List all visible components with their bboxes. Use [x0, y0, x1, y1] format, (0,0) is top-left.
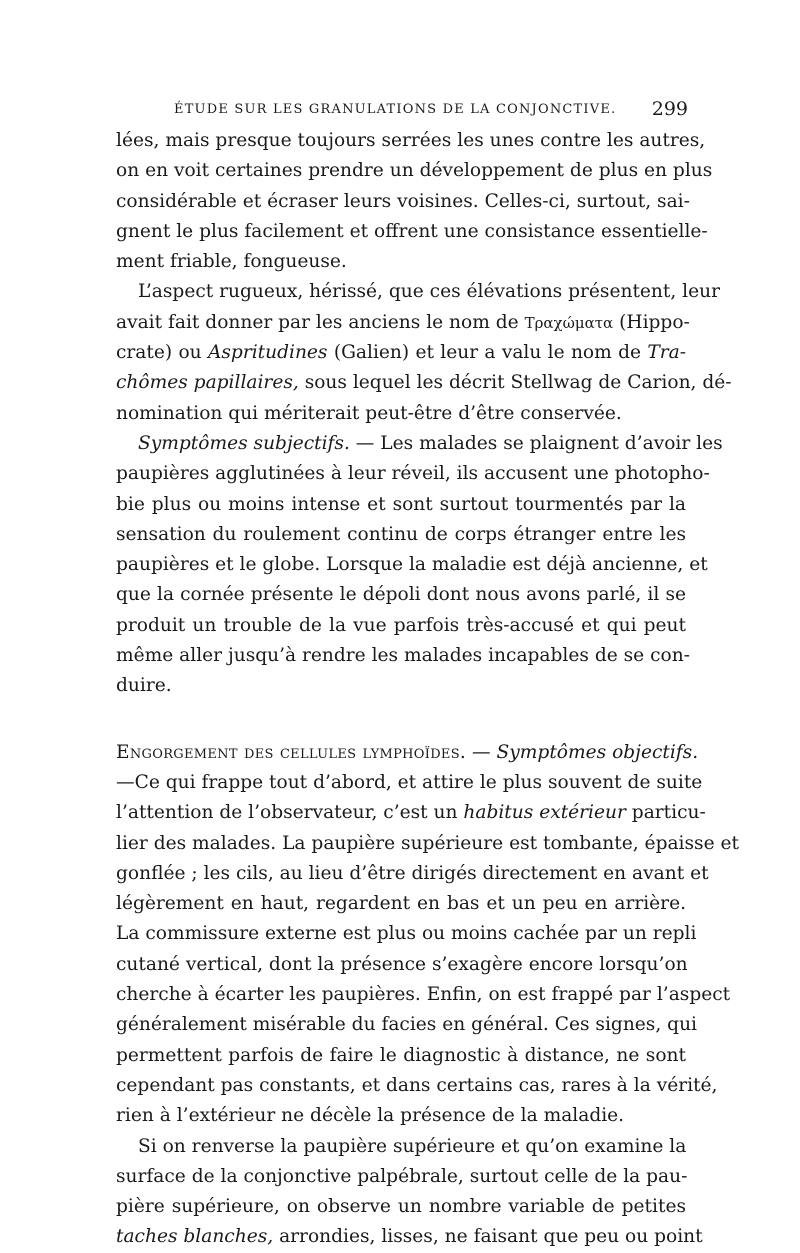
text-line: —Ce qui frappe tout d’abord, et attire le plus souvent de suite	[116, 771, 703, 793]
text-line: produit un trouble de la vue parfois très-accusé et qui peut	[116, 614, 686, 636]
text-line: surface de la conjonctive palpébrale, surtout celle de la pau-	[116, 1165, 688, 1187]
text-line	[116, 368, 732, 398]
text-line	[116, 308, 690, 338]
section-heading: Symptômes subjectifs.	[138, 432, 350, 454]
text-span: sous lequel les décrit Stellwag de Carion, dé-	[298, 372, 732, 394]
text-line: considérable et écraser leurs voisines. Celles-ci, surtout, sai-	[116, 190, 690, 212]
paragraph-aspect	[116, 277, 732, 428]
text-line: cependant pas constants, et dans certains cas, rares à la vérité,	[116, 1074, 718, 1096]
text-line: même aller jusqu’à rendre les malades incapables de se con-	[116, 645, 690, 667]
page-number: 299	[651, 98, 688, 120]
text-line: ment friable, fongueuse.	[116, 251, 347, 273]
text-line: pière supérieure, on observe un nombre variable de petites	[116, 1196, 686, 1218]
text-line	[116, 1222, 703, 1252]
paragraph-subjective-symptoms	[116, 429, 723, 702]
italic-term: chômes papillaires,	[116, 372, 299, 394]
text-line: généralement misérable du facies en général. Ces signes, qui	[116, 1014, 697, 1036]
text-line	[116, 338, 686, 368]
text-line: L’aspect rugueux, hérissé, que ces élévations présentent, leur	[138, 281, 720, 303]
text-line: duire.	[116, 675, 172, 697]
body-text	[116, 126, 739, 1253]
italic-term: Tra-	[647, 342, 686, 364]
text-span: avait fait donner par les anciens le nom de	[116, 311, 525, 333]
text-line: gonflée ; les cils, au lieu d’être dirigés directement en avant et	[116, 862, 709, 884]
text-line: paupières agglutinées à leur réveil, ils accusent une photopho-	[116, 463, 710, 485]
text-line: paupières et le globe. Lorsque la maladie est déjà ancienne, et	[116, 554, 708, 576]
text-line: sensation du roulement continu de corps étranger entre les	[116, 523, 686, 545]
text-line: gnent le plus facilement et offrent une consistance essentielle-	[116, 220, 708, 242]
italic-term: habitus extérieur	[463, 802, 626, 824]
section-subheading: Symptômes objectifs.	[496, 741, 699, 763]
text-line: rien à l’extérieur ne décèle la présence de la maladie.	[116, 1105, 625, 1127]
text-line: Si on renverse la paupière supérieure et qu’on examine la	[138, 1135, 687, 1157]
paragraph-eversion	[116, 1132, 703, 1253]
paragraph-lymphoid-engorgement	[116, 738, 739, 1132]
section-heading: Engorgement des cellules lymphoïdes.	[116, 741, 467, 763]
text-span: crate) ou	[116, 342, 208, 364]
text-span: arrondies, lisses, ne faisant que peu ou point	[273, 1226, 703, 1248]
text-line: lées, mais presque toujours serrées les unes contre les autres,	[116, 130, 706, 151]
text-line: nomination qui mériterait peut-être d’être conservée.	[116, 402, 622, 424]
greek-term: Τραχώματα	[524, 313, 614, 332]
running-title: ÉTUDE SUR LES GRANULATIONS DE LA CONJONCTIVE.	[174, 102, 617, 117]
italic-term: Aspritudines	[207, 342, 328, 364]
text-line	[116, 429, 723, 459]
text-span: — Les malades se plaignent d’avoir les	[349, 432, 723, 454]
text-line: cutané vertical, dont la présence s’exagère encore lorsqu’on	[116, 953, 688, 975]
text-span: —	[466, 741, 497, 763]
text-line	[116, 738, 699, 768]
text-line: lier des malades. La paupière supérieure est tombante, épaisse et	[116, 832, 739, 854]
text-line: cherche à écarter les paupières. Enfin, on est frappé par l’aspect	[116, 984, 731, 1006]
text-line: La commissure externe est plus ou moins cachée par un repli	[116, 923, 697, 945]
text-span: l’attention de l’observateur, c’est un	[116, 802, 464, 824]
text-line	[116, 798, 706, 828]
paragraph-continuation	[116, 126, 713, 277]
text-line: permettent parfois de faire le diagnostic à distance, ne sont	[116, 1044, 686, 1066]
text-line: légèrement en haut, regardent en bas et un peu en arrière.	[116, 893, 686, 915]
page-header	[116, 98, 688, 128]
text-span: (Galien) et leur a valu le nom de	[327, 342, 648, 364]
text-span: particu-	[625, 802, 706, 824]
section-gap	[116, 702, 686, 738]
text-line: que la cornée présente le dépoli dont nous avons parlé, il se	[116, 584, 686, 606]
text-line: bie plus ou moins intense et sont surtout tourmentés par la	[116, 493, 686, 515]
text-line: on en voit certaines prendre un développement de plus en plus	[116, 160, 713, 182]
italic-term: taches blanches,	[116, 1226, 274, 1248]
text-span: (Hippo-	[613, 311, 690, 333]
